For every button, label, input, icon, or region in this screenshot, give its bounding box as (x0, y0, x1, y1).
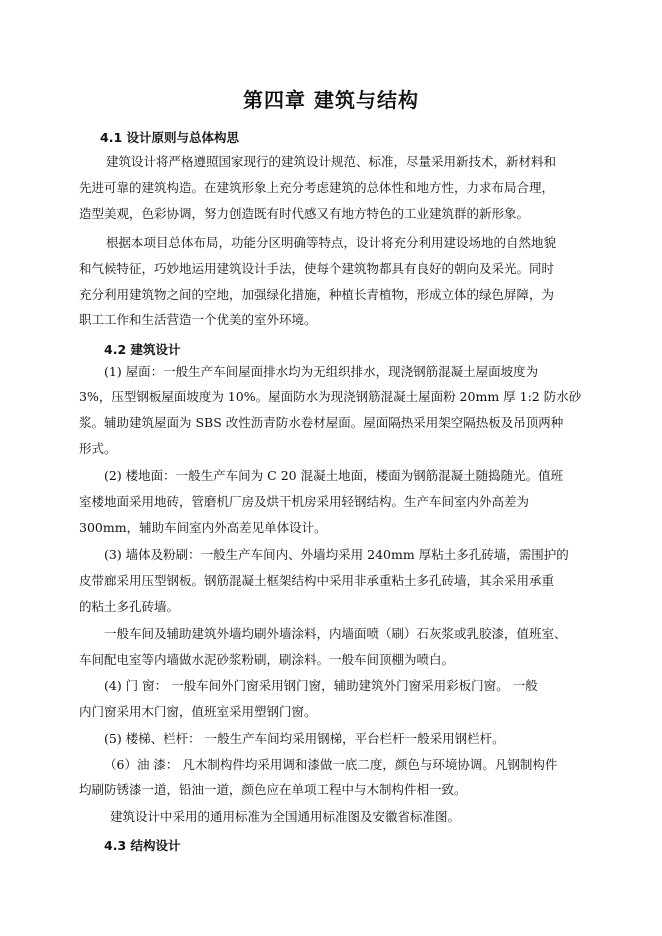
paragraph-line: (5) 楼梯、栏杆： 一般生产车间均采用钢梯，平台栏杆一般采用钢栏杆。 (104, 731, 505, 746)
section-heading: 4.1 设计原则与总体构思 (100, 130, 239, 145)
paragraph-line: 300mm，辅助车间室内外高差见单体设计。 (79, 520, 327, 535)
paragraph-line: 职工工作和生活营造一个优美的室外环境。 (79, 312, 317, 327)
paragraph-line: 先进可靠的建筑构造。在建筑形象上充分考虑建筑的总体性和地方性，力求布局合理， (79, 180, 555, 195)
paragraph-line: 3%，压型钢板屋面坡度为 10%。屋面防水为现浇钢筋混凝土屋面粉 20mm 厚 1:2 防水砂 (79, 389, 582, 404)
paragraph-line: 充分利用建筑物之间的空地，加强绿化措施，种植长青植物，形成立体的绿色屏障，为 (79, 287, 555, 302)
paragraph-line: 均刷防锈漆一道，铅油一道，颜色应在单项工程中与木制构件相一致。 (79, 782, 467, 797)
paragraph-line: (2) 楼地面：一般生产车间为 C 20 混凝土地面，楼面为钢筋混凝土随捣随光。值班 (104, 468, 564, 483)
paragraph-line: 建筑设计中采用的通用标准为全国通用标准图及安徽省标准图。 (110, 809, 461, 824)
paragraph-line: (1) 屋面：一般生产车间屋面排水均为无组织排水，现浇钢筋混凝土屋面坡度为 (104, 364, 539, 379)
paragraph-line: 造型美观，色彩协调，努力创造既有时代感又有地方特色的工业建筑群的新形象。 (79, 206, 530, 221)
paragraph-line: 根据本项目总体布局，功能分区明确等特点，设计将充分利用建设场地的自然地貌 (106, 235, 557, 250)
paragraph-line: (3) 墙体及粉刷：一般生产车间内、外墙均采用 240mm 厚粘土多孔砖墙，需围护的 (104, 547, 569, 562)
paragraph-line: 浆。辅助建筑屋面为 SBS 改性沥青防水卷材屋面。屋面隔热采用架空隔热板及吊顶两种 (79, 415, 564, 430)
paragraph-line: （6）油 漆： 凡木制构件均采用调和漆做一底二度，颜色与环境协调。凡钢制构件 (104, 757, 558, 772)
paragraph-line: 的粘土多孔砖墙。 (79, 599, 180, 614)
paragraph-line: 车间配电室等内墙做水泥砂浆粉刷，刷涂料。一般车间顶棚为喷白。 (79, 652, 455, 667)
chapter-title: 第四章 建筑与结构 (243, 88, 419, 112)
section-heading: 4.2 建筑设计 (104, 342, 181, 357)
paragraph-line: 一般车间及辅助建筑外墙均刷外墙涂料，内墙面喷（刷）石灰浆或乳胶漆，值班室、 (104, 626, 567, 641)
paragraph-line: 室楼地面采用地砖，管磨机厂房及烘干机房采用轻钢结构。生产车间室内外高差为 (79, 494, 530, 509)
section-heading: 4.3 结构设计 (104, 838, 181, 853)
paragraph-line: 建筑设计将严格遵照国家现行的建筑设计规范、标准，尽量采用新技术，新材料和 (106, 154, 557, 169)
paragraph-line: 内门窗采用木门窗，值班室采用塑钢门窗。 (79, 704, 317, 719)
paragraph-line: 和气候特征，巧妙地运用建筑设计手法，使每个建筑物都具有良好的朝向及采光。同时 (79, 261, 555, 276)
paragraph-line: (4) 门 窗： 一般车间外门窗采用钢门窗，辅助建筑外门窗采用彩板门窗。 一般 (104, 678, 538, 693)
paragraph-line: 形式。 (79, 441, 117, 456)
paragraph-line: 皮带廊采用压型钢板。钢筋混凝土框架结构中采用非承重粘土多孔砖墙，其余采用承重 (79, 573, 555, 588)
